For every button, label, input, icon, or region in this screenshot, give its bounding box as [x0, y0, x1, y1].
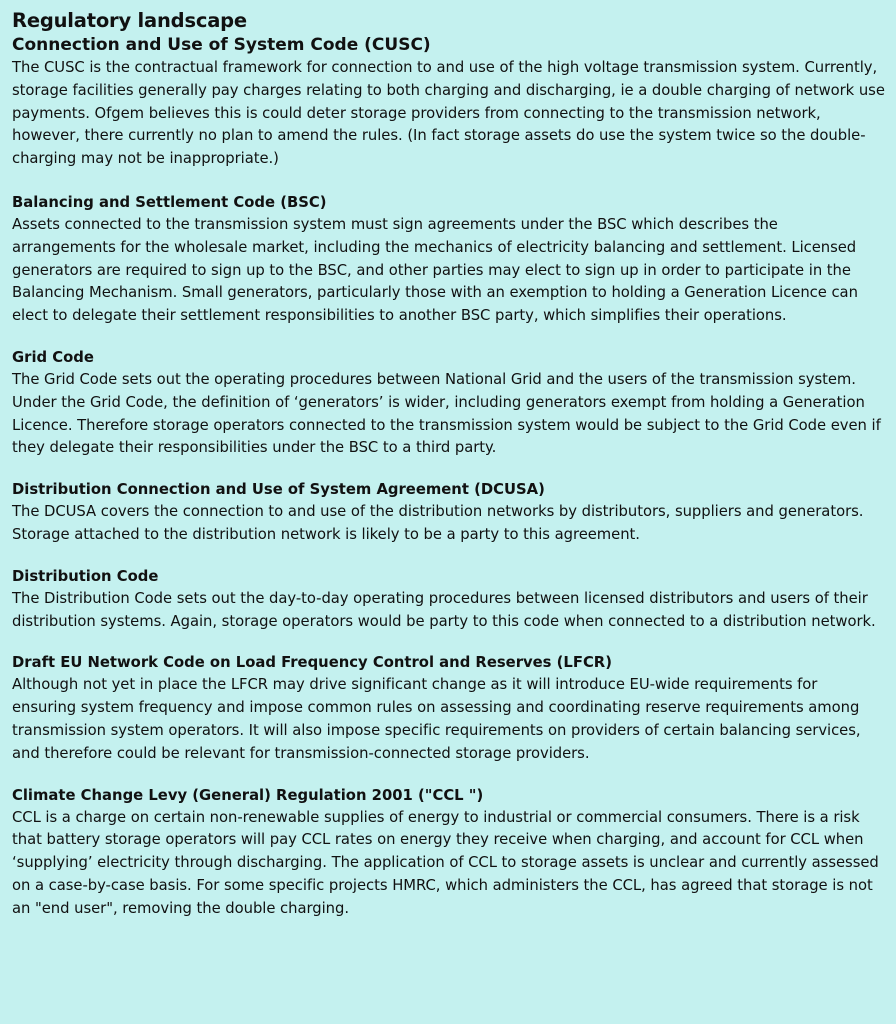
section-heading-grid-code: Grid Code [12, 348, 94, 366]
section-body-distribution-code: The Distribution Code sets out the day-to-day operating procedures between licensed distributors and users of their distribution systems. Again, storage operators would be party to this code when connected to a distribution network. [12, 589, 876, 630]
section-heading-lfcr: Draft EU Network Code on Load Frequency Control and Reserves (LFCR) [12, 654, 612, 672]
section-heading-cusc: Connection and Use of System Code (CUSC) [12, 35, 431, 55]
section-body-bsc: Assets connected to the transmission system must sign agreements under the BSC which describes the arrangements for the wholesale market, including the mechanics of electricity balancing and settlement. Licensed generators are required to sign up to the BSC, and other parties may elect to sign up in order to participate in the Balancing Mechanism. Small generators, particularly those with an exemption to holding a Generation Licence can elect to delegate their settlement responsibilities to another BSC party, which simplifies their operations. [12, 215, 858, 325]
section-body-grid-code: The Grid Code sets out the operating procedures between National Grid and the users of the transmission system. Under the Grid Code, the definition of ‘generators’ is wider, including generators exempt from holding a Generation Licence. Therefore storage operators connected to the transmission system would be subject to the Grid Code even if they delegate their responsibilities under the BSC to a third party. [12, 370, 881, 457]
section-cusc [12, 34, 886, 171]
section-heading-bsc: Balancing and Settlement Code (BSC) [12, 193, 327, 211]
section-body-lfcr: Although not yet in place the LFCR may drive significant change as it will introduce EU-wide requirements for ensuring system frequency and impose common rules on assessing and coordinating reserve requirements among transmission system operators. It will also impose specific requirements on providers of certain balancing services, and therefore could be relevant for transmission-connected storage providers. [12, 676, 861, 762]
section-heading-distribution-code: Distribution Code [12, 567, 159, 585]
section-distribution-code [12, 565, 886, 634]
section-heading-dcusa: Distribution Connection and Use of System Agreement (DCUSA) [12, 481, 545, 499]
section-body-ccl: CCL is a charge on certain non-renewable supplies of energy to industrial or commercial consumers. There is a risk that battery storage operators will pay CCL rates on energy they receive when charging, and account for CCL when ‘supplying’ electricity through discharging. The application of CCL to storage assets is unclear and currently assessed on a case-by-case basis. For some specific projects HMRC, which administers the CCL, has agreed that storage is not an "end user", removing the double charging. [12, 808, 879, 917]
section-dcusa [12, 478, 886, 547]
page-title: Regulatory landscape [12, 9, 247, 32]
section-ccl [12, 784, 886, 921]
section-body-dcusa: The DCUSA covers the connection to and use of the distribution networks by distributors, suppliers and generators. Storage attached to the distribution network is likely to be a party to this agreement. [12, 503, 864, 543]
section-lfcr [12, 651, 886, 765]
section-grid-code [12, 346, 886, 460]
section-body-cusc: The CUSC is the contractual framework for connection to and use of the high voltage transmission system. Currently, storage facilities generally pay charges relating to both charging and discharging, ie a double charging of network use payments. Ofgem believes this is could deter storage providers from connecting to the transmission network, however, there currently no plan to amend the rules. (In fact storage assets do use the system twice so the double-charging may not be inappropriate.) [12, 59, 885, 168]
section-bsc [12, 191, 886, 328]
section-heading-ccl: Climate Change Levy (General) Regulation 2001 ("CCL ") [12, 786, 484, 804]
